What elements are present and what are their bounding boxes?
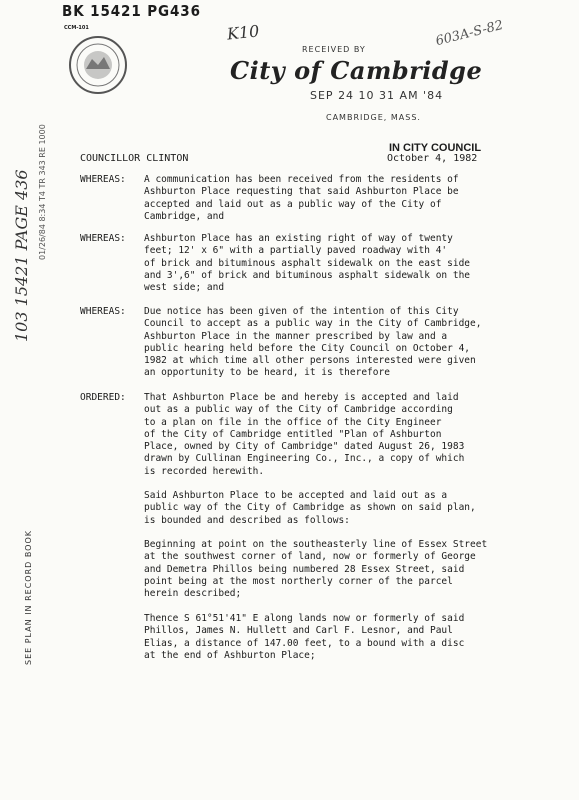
form-code: CCM-101	[64, 25, 89, 31]
margin-plan-note: SEE PLAN IN RECORD BOOK	[24, 529, 33, 665]
description-paragraph: Said Ashburton Place to be accepted and laid out as a public way of the City of Cambridge as shown on said plan, is bounded and described as follows:	[144, 490, 476, 526]
clause-label: ORDERED:	[80, 392, 126, 403]
clause-text: A communication has been received from the residents of Ashburton Place requesting that said Ashburton Place be accepted and laid out as a public way of the City of Cambridge, and	[144, 174, 459, 222]
document-date: October 4, 1982	[387, 153, 478, 164]
margin-handwritten-book-page: 15421 PAGE 436	[12, 169, 31, 307]
received-stamp-place: CAMBRIDGE, MASS.	[326, 113, 421, 122]
book-page-stamp: BK 15421 PG436	[62, 2, 201, 20]
handwritten-note: K10	[226, 21, 261, 44]
received-stamp: RECEIVED BY	[302, 45, 366, 54]
clause-text: Ashburton Place has an existing right of way of twenty feet; 12' x 6" with a partially paved roadway with 4' of brick and bituminous asphalt sidewalk on the east side and 3',6" of brick and bituminous asphalt sidewalk on the west side; and	[144, 233, 471, 294]
received-stamp-date: SEP 24 10 31 AM '84	[310, 89, 444, 102]
city-seal-icon	[68, 35, 128, 95]
margin-index-stamp: 01/26/84 8:34 T4 TR 343 RE 1000	[38, 124, 47, 260]
clause-label: WHEREAS:	[80, 306, 126, 317]
clause-text: Due notice has been given of the intention of this City Council to accept as a public way in the City of Cambridge, Ashburton Place in the manner prescribed by law and a public hearing held before the City Council on October 4, 1982 at which time all other persons interested were given an opportunity to be heard, it is therefore	[144, 306, 482, 379]
council-heading: IN CITY COUNCIL	[389, 142, 482, 154]
margin-handwritten-number: 103	[12, 311, 31, 342]
description-paragraph: Beginning at point on the southeasterly line of Essex Street at the southwest corner of land, now or formerly of George and Demetra Phillos being numbered 28 Essex Street, said point being at the most northerly corner of the parcel herein described;	[144, 539, 488, 600]
handwritten-reference: 603A-S-82	[434, 17, 505, 50]
clause-text: That Ashburton Place be and hereby is accepted and laid out as a public way of the City of Cambridge according to a plan on file in the office of the City Engineer of the City of Cambridge entitled "Plan of Ashburton Place, owned by City of Cambridge" dated August 26, 1983 drawn by Cullinan Engineering Co., Inc., a copy of which is recorded herewith.	[144, 392, 465, 477]
clause-label: WHEREAS:	[80, 233, 126, 244]
margin-handwritten-reference	[12, 169, 31, 342]
clause-label: WHEREAS:	[80, 174, 126, 185]
description-paragraph: Thence S 61°51'41" E along lands now or formerly of said Phillos, James N. Hullett and Carl F. Lesnor, and Paul Elias, a distance of 147.00 feet, to a bound with a disc at the end of Ashburton Place;	[144, 613, 465, 661]
councillor-name: COUNCILLOR CLINTON	[80, 153, 189, 164]
city-title: City of Cambridge	[230, 56, 483, 85]
